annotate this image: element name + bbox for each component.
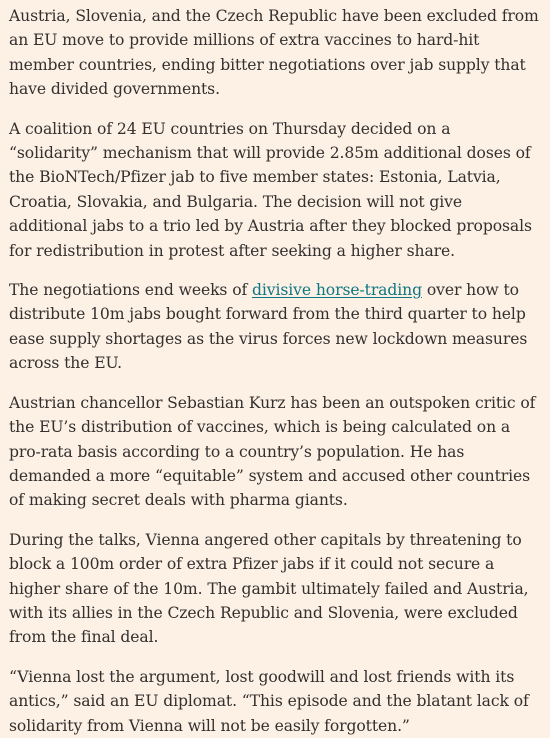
paragraph-2: A coalition of 24 EU countries on Thursday decided on a “solidarity” mechanism that will provide 2.85m additional doses of the BioNTech/Pfizer jab to five member states: Estonia, Latvia, Croatia, Slovakia, and Bulgaria. The decision will not give additional jabs to a trio led by Austria after they blocked proposals for redistribution in protest after seeking a higher share. xyxy=(9,119,532,260)
paragraph-3-text-before: The negotiations end weeks of xyxy=(9,281,253,300)
divisive-horse-trading-link[interactable]: divisive horse-trading xyxy=(252,281,422,300)
paragraph-3-text-after: over how to distribute 10m jabs bought forward from the third quarter to help ease supply shortages as the virus forces new lockdown measures across the EU. xyxy=(9,281,528,373)
paragraph-1: Austria, Slovenia, and the Czech Republic have been excluded from an EU move to provide millions of extra vaccines to hard-hit member countries, ending bitter negotiations over jab supply that have divided governments. xyxy=(9,7,539,99)
paragraph-5: During the talks, Vienna angered other capitals by threatening to block a 100m order of extra Pfizer jabs if it could not secure a higher share of the 10m. The gambit ultimately failed and Austria, with its allies in the Czech Republic and Slovenia, were excluded from the final deal. xyxy=(9,530,529,647)
paragraph-4: Austrian chancellor Sebastian Kurz has been an outspoken critic of the EU’s distribution of vaccines, which is being calculated on a pro-rata basis according to a country’s population. He has demanded a more “equitable” system and accused other countries of making secret deals with pharma giants. xyxy=(9,393,536,510)
paragraph-3 xyxy=(9,278,544,376)
paragraph-6: “Vienna lost the argument, lost goodwill and lost friends with its antics,” said an EU diplomat. “This episode and the blatant lack of solidarity from Vienna will not be easily forgotten.” xyxy=(9,667,529,735)
